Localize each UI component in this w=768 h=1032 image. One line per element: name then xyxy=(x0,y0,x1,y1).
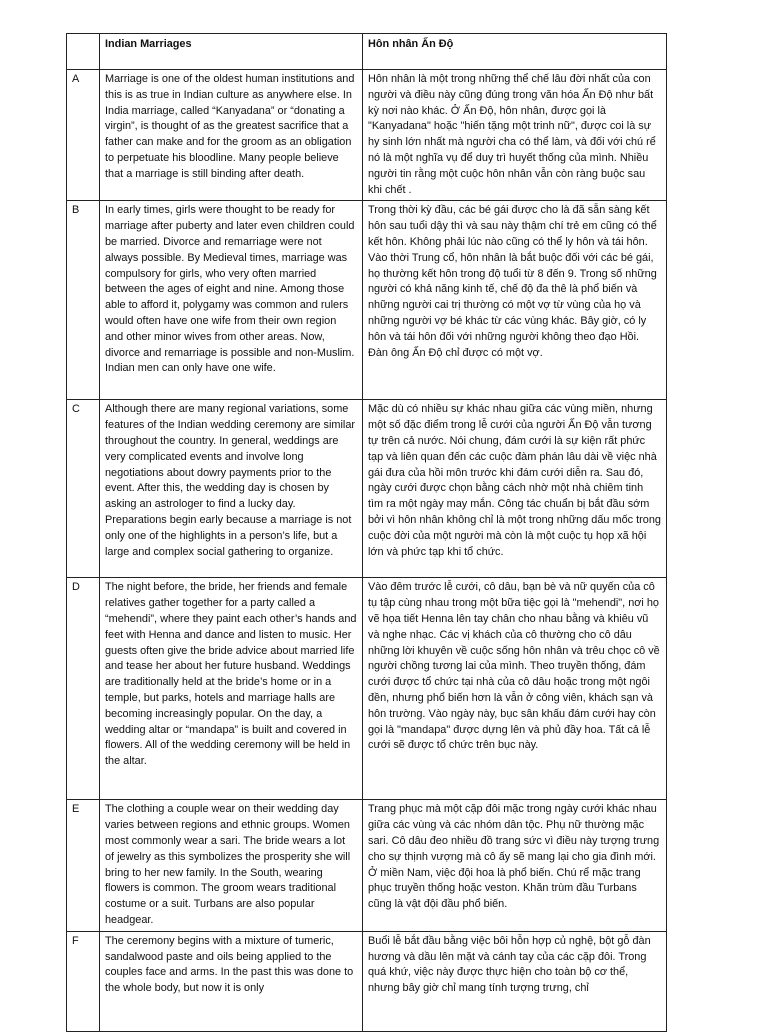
vietnamese-paragraph: Buổi lễ bắt đầu bằng việc bôi hỗn hợp củ nghệ, bột gỗ đàn hương và dầu lên mặt và cánh tay của các cặp đôi. Trong quá khứ, việc này được thực hiện cho toàn bộ cơ thể, nhưng bây giờ chỉ mang tính tượng trưng, chỉ xyxy=(368,934,651,995)
header-label-cell xyxy=(67,34,100,70)
header-english-title: Indian Marriages xyxy=(100,34,363,70)
english-paragraph: Although there are many regional variations, some features of the Indian wedding ceremony are similar throughout the country. In general, weddings are very complicated events and involve long negotiations about dowry payments prior to the event. After this, the wedding day is chosen by asking an astrologer to find a lucky day. Preparations begin early because a marriage is not only one of the highlights in a person’s life, but a large and complex social gathering to organize. xyxy=(100,400,363,578)
english-paragraph: The ceremony begins with a mixture of tumeric, sandalwood paste and oils being applied to the couples face and arms. In the past this was done to the whole body, but now it is only xyxy=(105,934,354,995)
table-row xyxy=(67,931,667,1031)
table-row xyxy=(67,578,667,800)
table-row xyxy=(67,201,667,400)
row-label: F xyxy=(67,931,100,1031)
table-row xyxy=(67,400,667,578)
row-label: C xyxy=(67,400,100,578)
row-label: D xyxy=(67,578,100,800)
english-paragraph-cell xyxy=(100,931,363,1031)
vietnamese-paragraph: Hôn nhân là một trong những thể chế lâu đời nhất của con người và điều này cũng đúng trong văn hóa Ấn Độ như bất kỳ nơi nào khác. Ở Ấn Độ, hôn nhân, được gọi là "Kanyadana" hoặc "hiến tặng một trinh nữ", được coi là sự hy sinh lớn nhất mà người cha có thể làm, và đối với chú rể nó là một nghĩa vụ để duy trì huyết thống của mình. Nhiều người tin rằng một cuộc hôn nhân vẫn còn ràng buộc sau khi chết . xyxy=(363,70,667,201)
english-paragraph: Marriage is one of the oldest human institutions and this is as true in Indian culture as anywhere else. In India marriage, called “Kanyadana” or “donating a virgin”, is thought of as the greatest sacrifice that a father can make and for the groom as an obligation to perpetuate his bloodline. Many people believe that a marriage is still binding after death. xyxy=(100,70,363,201)
vietnamese-paragraph-cell xyxy=(363,931,667,1031)
table-row xyxy=(67,800,667,931)
english-paragraph: The clothing a couple wear on their wedding day varies between regions and ethnic groups. Women most commonly wear a sari. The bride wears a lot of jewelry as this symbolizes the prosperity she will bring to her new family. In the South, wearing flowers is common. The groom wears traditional costume or a suit. Turbans are also popular headgear. xyxy=(100,800,363,931)
vietnamese-paragraph: Mặc dù có nhiều sự khác nhau giữa các vùng miền, nhưng một số đặc điểm trong lễ cưới của người Ấn Độ vẫn tương tự trên cả nước. Nói chung, đám cưới là sự kiện rất phức tạp và liên quan đến các cuộc đàm phán lâu dài về việc nhà gái đưa của hồi môn trước khi đám cưới diễn ra. Sau đó, ngày cưới được chọn bằng cách nhờ một nhà chiêm tinh tìm ra một ngày may mắn. Công tác chuẩn bị bắt đầu sớm bởi vì hôn nhân không chỉ là một trong những dấu mốc trong cuộc đời của một người mà còn là một cuộc tụ họp xã hội lớn và phức tạp khi tổ chức. xyxy=(363,400,667,578)
bilingual-table xyxy=(66,33,667,1032)
header-vietnamese-title: Hôn nhân Ấn Độ xyxy=(363,34,667,70)
table-header-row xyxy=(67,34,667,70)
english-paragraph: The night before, the bride, her friends and female relatives gather together for a party called a “mehendi”, where they paint each other’s hands and feet with Henna and dance and listen to music. Her guests often give the bride advice about married life and tease her about her future husband. Weddings are traditionally held at the bride’s home or in a temple, but parks, hotels and marriage halls are becoming increasingly popular. On the day, a wedding altar or “mandapa” is built and covered in flowers. All of the wedding ceremony will be held in the altar. xyxy=(100,578,363,800)
row-label: A xyxy=(67,70,100,201)
vietnamese-paragraph: Vào đêm trước lễ cưới, cô dâu, bạn bè và nữ quyến của cô tụ tập cùng nhau trong một bữa tiệc gọi là "mehendi", nơi họ vẽ họa tiết Henna lên tay chân cho nhau bằng và khiêu vũ và nghe nhạc. Các vị khách của cô thường cho cô dâu những lời khuyên về cuộc sống hôn nhân và trêu chọc cô về người chồng tương lai của mình. Theo truyền thống, đám cưới được tổ chức tại nhà của cô dâu hoặc trong một ngôi đền, nhưng phổ biến hơn là vẫn ở công viên, khách sạn và hôn trường. Vào ngày này, bục sân khấu đám cưới hay còn gọi là "mandapa" được dựng lên và phủ đầy hoa. Tất cả lễ cưới sẽ được tổ chức trên bục này. xyxy=(363,578,667,800)
table-row xyxy=(67,70,667,201)
row-label: E xyxy=(67,800,100,931)
row-label: B xyxy=(67,201,100,400)
english-paragraph: In early times, girls were thought to be ready for marriage after puberty and later even children could be married. Divorce and remarriage were not always possible. By Medieval times, marriage was compulsory for girls, who very often married between the ages of eight and nine. Among those able to afford it, polygamy was common and rulers would often have one wife from their own region and other minor wives from other areas. Now, divorce and remarriage is possible and non-Muslim. Indian men can only have one wife. xyxy=(100,201,363,400)
vietnamese-paragraph: Trong thời kỳ đầu, các bé gái được cho là đã sẵn sàng kết hôn sau tuổi dậy thì và sau này thậm chí trẻ em cũng có thể kết hôn. Không phải lúc nào cũng có thể ly hôn và tái hôn. Vào thời Trung cổ, hôn nhân là bắt buộc đối với các bé gái, họ thường kết hôn trong độ tuổi từ 8 đến 9. Trong số những người có khả năng kinh tế, chế độ đa thê là phổ biến và những người cai trị thường có một vợ từ vùng của họ và những người vợ bé khác từ các vùng khác. Bây giờ, có ly hôn và tái hôn đối với những người không theo đạo Hồi. Đàn ông Ấn Độ chỉ được có một vợ. xyxy=(363,201,667,400)
vietnamese-paragraph: Trang phục mà một cặp đôi mặc trong ngày cưới khác nhau giữa các vùng và các nhóm dân tộc. Phụ nữ thường mặc sari. Cô dâu đeo nhiều đồ trang sức vì điều này tượng trưng cho sự thịnh vượng mà cô ấy sẽ mang lại cho gia đình mới. Ở miền Nam, việc đội hoa là phổ biến. Chú rể mặc trang phục truyền thống hoặc veston. Khăn trùm đầu Turbans cũng là vật đội đầu phổ biến. xyxy=(363,800,667,931)
